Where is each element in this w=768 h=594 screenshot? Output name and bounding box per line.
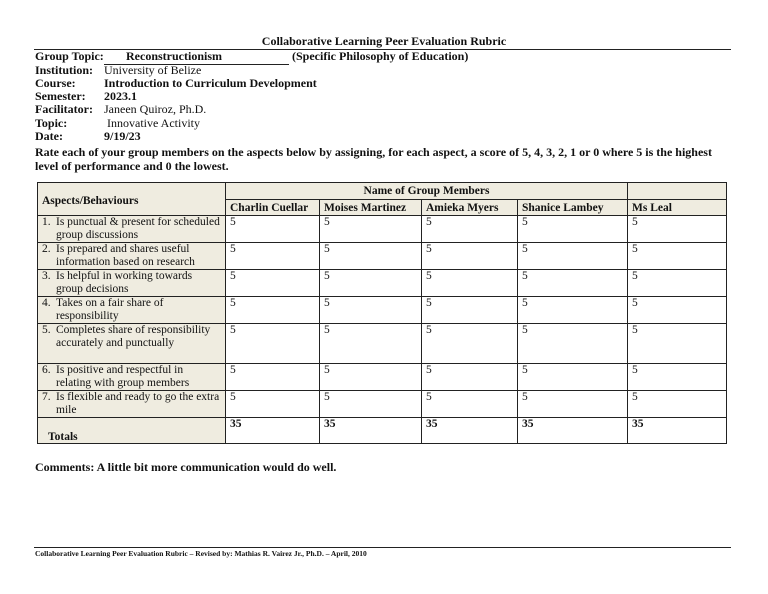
aspect-text: Is helpful in working towards group decisions (56, 270, 193, 295)
aspect-number: 1. (42, 216, 51, 228)
totals-label: Totals (38, 418, 226, 444)
aspect-number: 3. (42, 270, 51, 282)
aspect-cell (38, 216, 226, 243)
members-header-extra (628, 183, 727, 200)
table-row (38, 297, 727, 324)
aspect-number: 7. (42, 391, 51, 403)
members-header: Name of Group Members (226, 183, 628, 200)
facilitator-value: Janeen Quiroz, Ph.D. (104, 102, 207, 116)
table-row (38, 243, 727, 270)
score-cell: 5 (628, 391, 727, 418)
total-cell: 35 (226, 418, 320, 444)
total-cell: 35 (320, 418, 422, 444)
semester-label: Semester: (35, 89, 86, 103)
date-value: 9/19/23 (104, 129, 141, 143)
group-topic-label: Group Topic: (35, 49, 104, 63)
rating-instructions: Rate each of your group members on the aspects below by assigning, for each aspect, a score of 5, 4, 3, 2, 1 or 0 where 5 is the highest level of performance and 0 the lowest. (35, 145, 712, 173)
score-cell: 5 (518, 270, 628, 297)
member-name: Moises Martinez (320, 200, 422, 216)
score-cell: 5 (226, 216, 320, 243)
aspect-cell (38, 364, 226, 391)
aspect-text: Is punctual & present for scheduled group discussions (56, 216, 220, 241)
table-row (38, 270, 727, 297)
date-line (35, 130, 141, 144)
score-cell: 5 (226, 297, 320, 324)
score-cell: 5 (422, 324, 518, 364)
score-cell: 5 (320, 243, 422, 270)
table-row (38, 364, 727, 391)
score-cell: 5 (628, 324, 727, 364)
score-cell: 5 (320, 297, 422, 324)
evaluation-table (37, 182, 727, 444)
aspect-cell (38, 243, 226, 270)
score-cell: 5 (422, 364, 518, 391)
total-cell: 35 (628, 418, 727, 444)
score-cell: 5 (320, 324, 422, 364)
institution-value: University of Belize (104, 63, 202, 77)
member-name: Ms Leal (628, 200, 727, 216)
group-topic-line (35, 50, 468, 65)
score-cell: 5 (422, 270, 518, 297)
table-row (38, 324, 727, 364)
member-name: Charlin Cuellar (226, 200, 320, 216)
score-cell: 5 (320, 270, 422, 297)
score-cell: 5 (518, 324, 628, 364)
institution-label: Institution: (35, 63, 94, 77)
facilitator-line (35, 103, 206, 117)
score-cell: 5 (518, 297, 628, 324)
aspect-cell (38, 297, 226, 324)
score-cell: 5 (422, 297, 518, 324)
score-cell: 5 (320, 216, 422, 243)
course-value: Introduction to Curriculum Development (104, 76, 317, 90)
date-label: Date: (35, 129, 63, 143)
page-footer: Collaborative Learning Peer Evaluation Rubric – Revised by: Mathias R. Vairez Jr., Ph.D. – April, 2010 (35, 549, 367, 558)
aspect-cell (38, 324, 226, 364)
score-cell: 5 (226, 391, 320, 418)
aspect-number: 2. (42, 243, 51, 255)
topic-value: Innovative Activity (107, 116, 200, 130)
aspect-text: Is positive and respectful in relating with group members (56, 364, 190, 389)
score-cell: 5 (226, 270, 320, 297)
aspect-cell (38, 270, 226, 297)
score-cell: 5 (628, 270, 727, 297)
score-cell: 5 (518, 391, 628, 418)
score-cell: 5 (628, 216, 727, 243)
score-cell: 5 (628, 243, 727, 270)
table-row (38, 391, 727, 418)
group-topic-note: (Specific Philosophy of Education) (292, 49, 469, 63)
score-cell: 5 (422, 216, 518, 243)
score-cell: 5 (226, 364, 320, 391)
score-cell: 5 (518, 364, 628, 391)
table-row (38, 216, 727, 243)
members-header-row (38, 183, 727, 200)
total-cell: 35 (422, 418, 518, 444)
footer-rule (34, 547, 731, 548)
aspects-header: Aspects/Behaviours (38, 183, 226, 216)
group-topic-value: Reconstructionism (104, 50, 289, 65)
aspect-number: 6. (42, 364, 51, 376)
score-cell: 5 (320, 391, 422, 418)
totals-row (38, 418, 727, 444)
score-cell: 5 (422, 243, 518, 270)
score-cell: 5 (320, 364, 422, 391)
score-cell: 5 (422, 391, 518, 418)
aspect-text: Is prepared and shares useful information based on research (56, 243, 195, 268)
aspect-text: Takes on a fair share of responsibility (56, 297, 164, 322)
topic-label: Topic: (35, 116, 68, 130)
document-title: Collaborative Learning Peer Evaluation Rubric (261, 34, 507, 48)
total-cell: 35 (518, 418, 628, 444)
score-cell: 5 (518, 243, 628, 270)
score-cell: 5 (518, 216, 628, 243)
score-cell: 5 (628, 364, 727, 391)
facilitator-label: Facilitator: (35, 102, 93, 116)
course-label: Course: (35, 76, 76, 90)
aspect-text: Is flexible and ready to go the extra mile (56, 391, 220, 416)
score-cell: 5 (226, 324, 320, 364)
member-name: Amieka Myers (422, 200, 518, 216)
aspect-cell (38, 391, 226, 418)
comments: Comments: A little bit more communication would do well. (35, 460, 337, 474)
semester-value: 2023.1 (104, 89, 137, 103)
score-cell: 5 (226, 243, 320, 270)
aspect-text: Completes share of responsibility accurately and punctually (56, 324, 211, 349)
member-name: Shanice Lambey (518, 200, 628, 216)
aspect-number: 5. (42, 324, 51, 336)
score-cell: 5 (628, 297, 727, 324)
aspect-number: 4. (42, 297, 51, 309)
